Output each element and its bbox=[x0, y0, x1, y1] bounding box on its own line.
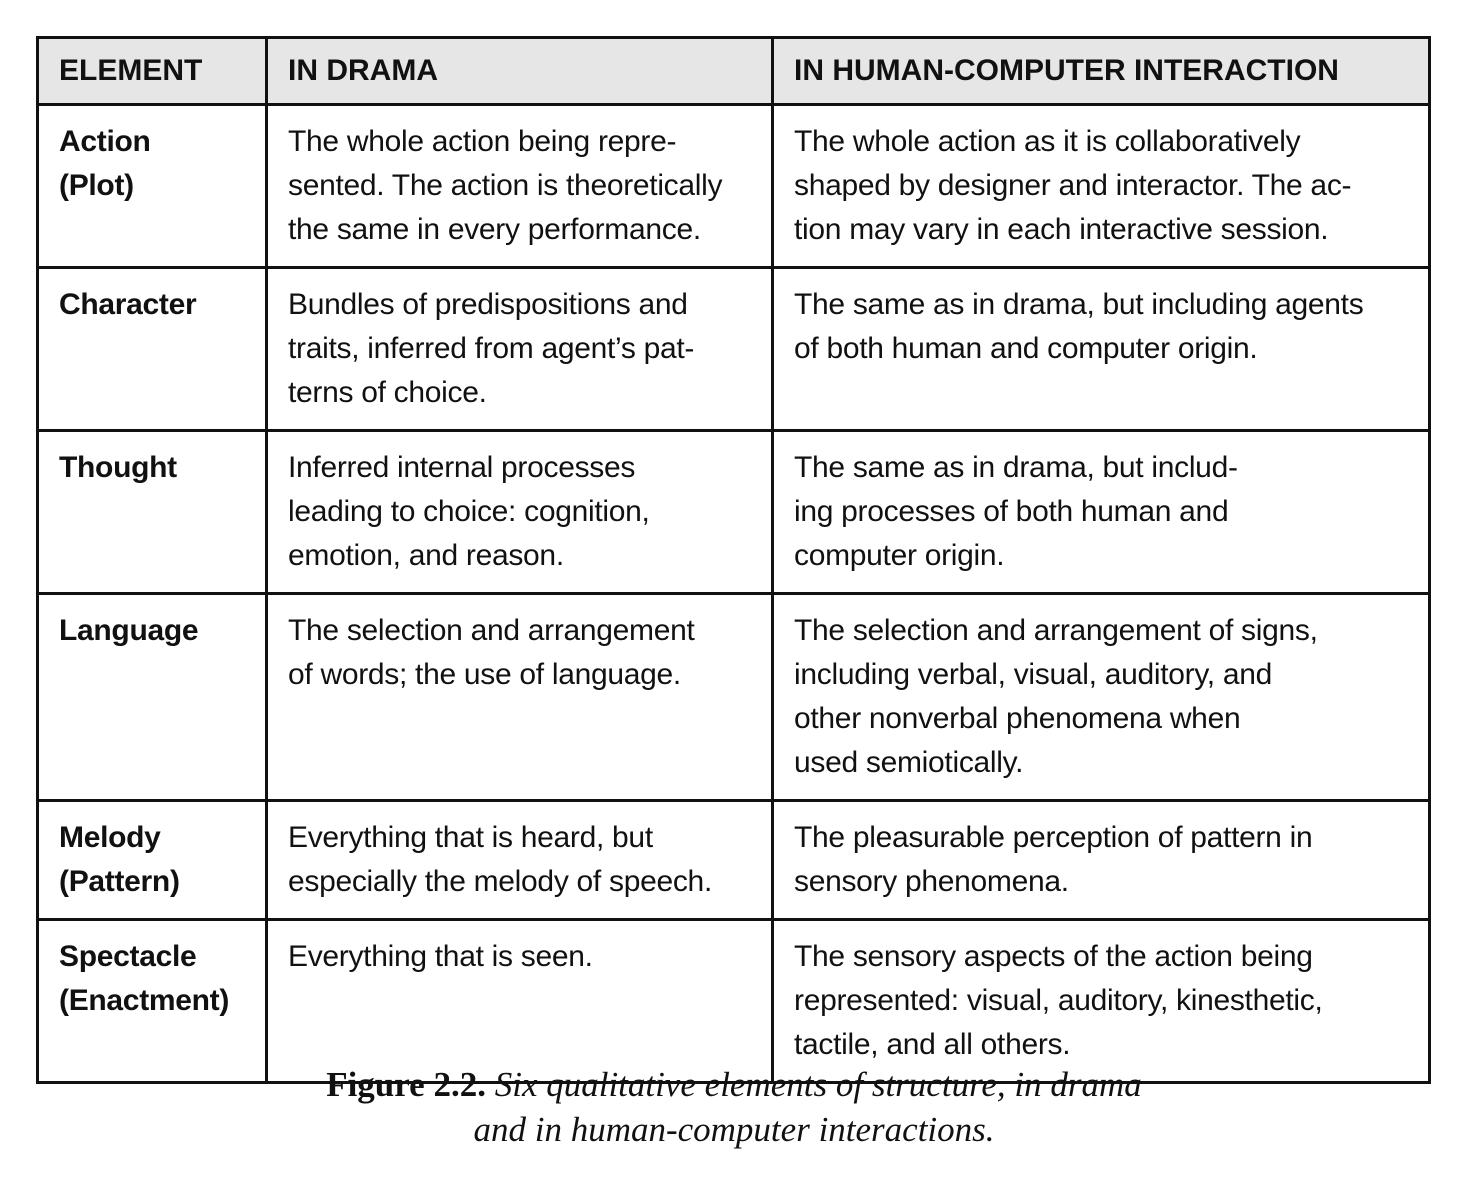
drama-line: traits, inferred from agent’s pat- bbox=[288, 332, 695, 365]
element-line: Melody bbox=[59, 821, 161, 854]
caption-text-1: Six qualitative elements of structure, in drama bbox=[494, 1065, 1142, 1104]
hci-line: The pleasurable perception of pattern in bbox=[794, 821, 1313, 854]
drama-cell bbox=[267, 920, 773, 1083]
element-cell bbox=[38, 268, 267, 431]
drama-line: Inferred internal processes bbox=[288, 451, 636, 484]
hci-line: other nonverbal phenomena when bbox=[794, 702, 1241, 735]
table-row bbox=[38, 431, 1430, 594]
caption-text-2: and in human-computer interactions. bbox=[473, 1110, 995, 1149]
hci-cell bbox=[773, 594, 1430, 801]
hci-line: computer origin. bbox=[794, 539, 1005, 572]
table-row bbox=[38, 801, 1430, 920]
element-cell bbox=[38, 801, 267, 920]
drama-line: sented. The action is theoretically bbox=[288, 169, 723, 202]
table-header-row bbox=[38, 38, 1430, 105]
drama-line: The whole action being repre- bbox=[288, 125, 677, 158]
element-cell bbox=[38, 431, 267, 594]
hci-cell bbox=[773, 920, 1430, 1083]
table-row bbox=[38, 268, 1430, 431]
table-row bbox=[38, 920, 1430, 1083]
element-line: Action bbox=[59, 125, 151, 158]
drama-cell bbox=[267, 268, 773, 431]
hci-cell bbox=[773, 801, 1430, 920]
caption-label: Figure 2.2. bbox=[326, 1065, 486, 1104]
drama-line: especially the melody of speech. bbox=[288, 865, 712, 898]
elements-table bbox=[36, 36, 1431, 1084]
hci-line: tion may vary in each interactive session. bbox=[794, 213, 1329, 246]
caption-line-1 bbox=[0, 1062, 1468, 1107]
drama-line: emotion, and reason. bbox=[288, 539, 564, 572]
element-cell bbox=[38, 594, 267, 801]
drama-line: Bundles of predispositions and bbox=[288, 288, 688, 321]
hci-cell bbox=[773, 105, 1430, 268]
drama-cell bbox=[267, 801, 773, 920]
hci-line: shaped by designer and interactor. The ac- bbox=[794, 169, 1352, 202]
drama-cell bbox=[267, 431, 773, 594]
drama-line: the same in every performance. bbox=[288, 213, 701, 246]
elements-table-container bbox=[36, 36, 1428, 1084]
element-line: (Enactment) bbox=[59, 984, 230, 1017]
element-line: (Pattern) bbox=[59, 865, 180, 898]
table-row bbox=[38, 105, 1430, 268]
drama-line: Everything that is heard, but bbox=[288, 821, 653, 854]
element-line: (Plot) bbox=[59, 169, 134, 202]
header-in-drama: IN DRAMA bbox=[267, 38, 773, 105]
element-cell bbox=[38, 105, 267, 268]
drama-line: leading to choice: cognition, bbox=[288, 495, 650, 528]
element-line: Character bbox=[59, 288, 197, 321]
hci-line: used semiotically. bbox=[794, 746, 1024, 779]
hci-cell bbox=[773, 431, 1430, 594]
element-cell bbox=[38, 920, 267, 1083]
hci-line: represented: visual, auditory, kinesthetic, bbox=[794, 984, 1323, 1017]
hci-line: The whole action as it is collaboratively bbox=[794, 125, 1301, 158]
hci-line: including verbal, visual, auditory, and bbox=[794, 658, 1273, 691]
figure-caption bbox=[0, 1062, 1468, 1152]
hci-line: tactile, and all others. bbox=[794, 1028, 1071, 1061]
hci-line: sensory phenomena. bbox=[794, 865, 1069, 898]
header-element: ELEMENT bbox=[38, 38, 267, 105]
hci-line: ing processes of both human and bbox=[794, 495, 1229, 528]
hci-line: The same as in drama, but includ- bbox=[794, 451, 1238, 484]
table-row bbox=[38, 594, 1430, 801]
header-in-hci: IN HUMAN-COMPUTER INTERACTION bbox=[773, 38, 1430, 105]
element-line: Spectacle bbox=[59, 940, 197, 973]
element-line: Thought bbox=[59, 451, 177, 484]
drama-cell bbox=[267, 105, 773, 268]
hci-line: The selection and arrangement of signs, bbox=[794, 614, 1318, 647]
drama-line: The selection and arrangement bbox=[288, 614, 695, 647]
hci-line: The same as in drama, but including agents bbox=[794, 288, 1364, 321]
drama-line: terns of choice. bbox=[288, 376, 487, 409]
hci-cell bbox=[773, 268, 1430, 431]
drama-line: of words; the use of language. bbox=[288, 658, 681, 691]
drama-line: Everything that is seen. bbox=[288, 940, 593, 973]
drama-cell bbox=[267, 594, 773, 801]
element-line: Language bbox=[59, 614, 199, 647]
hci-line: The sensory aspects of the action being bbox=[794, 940, 1313, 973]
hci-line: of both human and computer origin. bbox=[794, 332, 1258, 365]
